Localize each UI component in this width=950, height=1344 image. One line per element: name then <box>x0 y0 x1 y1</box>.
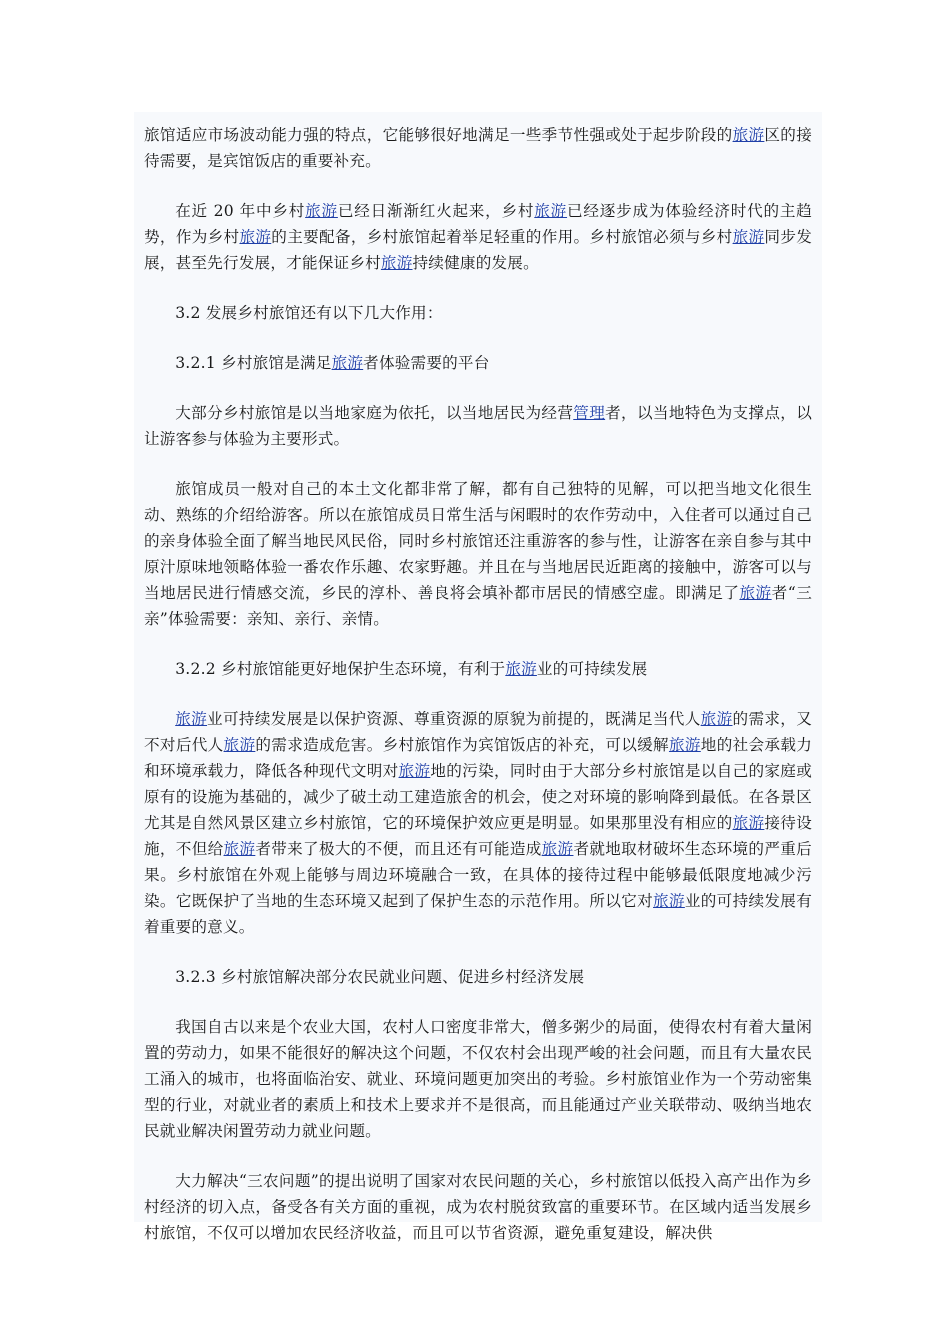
keyword-link[interactable]: 旅游 <box>505 660 537 678</box>
paragraph-text: 已经逐步成为体验经济时代的主趋势，作为乡村 <box>144 202 813 246</box>
paragraph-text: 地的污染，同时由于大部分乡村旅馆是以自己的家庭或原有的设施为基础的，减少了破土动工建造旅舍的机会，使之对环境的影响降到最低。在各景区尤其是自然风景区建立乡村旅馆，它的环境保护效应更是明显。如果那里没有相应的 <box>144 762 812 832</box>
paragraph-text: 大力解决“三农问题”的提出说明了国家对农民问题的关心，乡村旅馆以低投入高产出作为乡村经济的切入点，备受各有关方面的重视，成为农村脱贫致富的重要环节。在区域内适当发展乡村旅馆，不仅可以增加农民经济收益，而且可以节省资源，避免重复建设，解决供 <box>144 1172 812 1242</box>
paragraph-text: 者带来了极大的不便，而且还有可能造成 <box>255 840 542 858</box>
paragraph-text: 3.2.3 乡村旅馆解决部分农民就业问题、促进乡村经济发展 <box>175 968 585 986</box>
keyword-link[interactable]: 旅游 <box>331 354 364 372</box>
paragraph <box>144 400 812 452</box>
paragraph-text: 者“三亲”体验需要：亲知、亲行、亲情。 <box>144 584 812 628</box>
paragraph-text: 已经日渐渐红火起来，乡村 <box>337 202 535 220</box>
keyword-link[interactable]: 旅游 <box>739 584 772 602</box>
keyword-link[interactable]: 旅游 <box>653 892 685 910</box>
keyword-link[interactable]: 旅游 <box>223 840 256 858</box>
keyword-link[interactable]: 旅游 <box>398 762 431 780</box>
keyword-link[interactable]: 旅游 <box>732 814 765 832</box>
paragraph-text: 3.2.1 乡村旅馆是满足 <box>175 354 332 372</box>
paragraph <box>144 198 812 276</box>
keyword-link[interactable]: 旅游 <box>223 736 256 754</box>
paragraph <box>144 122 812 174</box>
paragraph-text: 地的社会承载力和环境承载力，降低各种现代文明对 <box>144 736 813 780</box>
paragraph-text: 我国自古以来是个农业大国，农村人口密度非常大，僧多粥少的局面，使得农村有着大量闲置的劳动力，如果不能很好的解决这个问题，不仅农村会出现严峻的社会问题，而且有大量农民工涌入的城市，也将面临治安、就业、环境问题更加突出的考验。乡村旅馆业作为一个劳动密集型的行业，对就业者的素质上和技术上要求并不是很高，而且能通过产业关联带动、吸纳当地农民就业解决闲置劳动力就业问题。 <box>144 1018 812 1140</box>
paragraph-text: 的需求，又不对后代人 <box>144 710 813 754</box>
paragraph-text: 旅馆成员一般对自己的本土文化都非常了解，都有自己独特的见解，可以把当地文化很生动、熟练的介绍给游客。所以在旅馆成员日常生活与闲暇时的农作劳动中，入住者可以通过自己的亲身体验全面了解当地民风民俗，同时乡村旅馆还注重游客的参与性，让游客在亲自参与其中原汁原味地领略体验一番农作乐趣、农家野趣。并且在与当地居民近距离的接触中，游客可以与当地居民进行情感交流，乡民的淳朴、善良将会填补都市居民的情感空虚。即满足了 <box>144 480 812 602</box>
document-body <box>134 112 822 1242</box>
paragraph <box>144 476 812 632</box>
paragraph-text: 业的可持续发展有着重要的意义。 <box>144 892 813 936</box>
paragraph-text: 业可持续发展是以保护资源、尊重资源的原貌为前提的，既满足当代人 <box>207 710 701 728</box>
keyword-link[interactable]: 旅游 <box>239 228 272 246</box>
paragraph <box>144 706 812 940</box>
paragraph-text: 者就地取材破坏生态环境的严重后果。乡村旅馆在外观上能够与周边环境融合一致，在具体的接待过程中能够最低限度地减少污染。它既保护了当地的生态环境又起到了保护生态的示范作用。所以它对 <box>144 840 812 910</box>
paragraph-text: 接待设施，不但给 <box>144 814 812 858</box>
paragraph-text: 区的接待需要，是宾馆饭店的重要补充。 <box>144 126 812 170</box>
paragraph <box>144 350 812 376</box>
paragraph <box>144 1014 812 1144</box>
paragraph-text: 3.2.2 乡村旅馆能更好地保护生态环境，有利于 <box>175 660 506 678</box>
paragraph <box>144 656 812 682</box>
keyword-link[interactable]: 旅游 <box>175 710 208 728</box>
keyword-link[interactable]: 旅游 <box>534 202 568 220</box>
paragraph-text: 在近 20 年中乡村 <box>175 202 306 220</box>
paragraph <box>144 300 812 326</box>
paragraph-text: 的主要配备，乡村旅馆起着举足轻重的作用。乡村旅馆必须与乡村 <box>271 228 733 246</box>
keyword-link[interactable]: 旅游 <box>732 228 765 246</box>
paragraph <box>144 1168 812 1246</box>
keyword-link[interactable]: 旅游 <box>541 840 574 858</box>
paragraph-text: 持续健康的发展。 <box>412 254 539 272</box>
paragraph-text: 3.2 发展乡村旅馆还有以下几大作用： <box>175 304 443 322</box>
paragraph-text: 大部分乡村旅馆是以当地家庭为依托，以当地居民为经营 <box>175 404 574 422</box>
keyword-link[interactable]: 旅游 <box>668 736 701 754</box>
paragraph-text: 者，以当地特色为支撑点，以让游客参与体验为主要形式。 <box>144 404 812 448</box>
paragraph <box>144 964 812 990</box>
keyword-link[interactable]: 管理 <box>573 404 606 422</box>
keyword-link[interactable]: 旅游 <box>305 202 338 220</box>
paragraph-text: 业的可持续发展 <box>536 660 648 678</box>
paragraph-text: 同步发展，甚至先行发展，才能保证乡村 <box>144 228 813 272</box>
keyword-link[interactable]: 旅游 <box>380 254 413 272</box>
paragraph-text: 的需求造成危害。乡村旅馆作为宾馆饭店的补充，可以缓解 <box>255 736 669 754</box>
keyword-link[interactable]: 旅游 <box>700 710 733 728</box>
keyword-link[interactable]: 旅游 <box>732 126 765 144</box>
paragraph-text: 旅馆适应市场波动能力强的特点，它能够很好地满足一些季节性强或处于起步阶段的 <box>144 126 733 144</box>
paragraph-text: 者体验需要的平台 <box>363 354 490 372</box>
